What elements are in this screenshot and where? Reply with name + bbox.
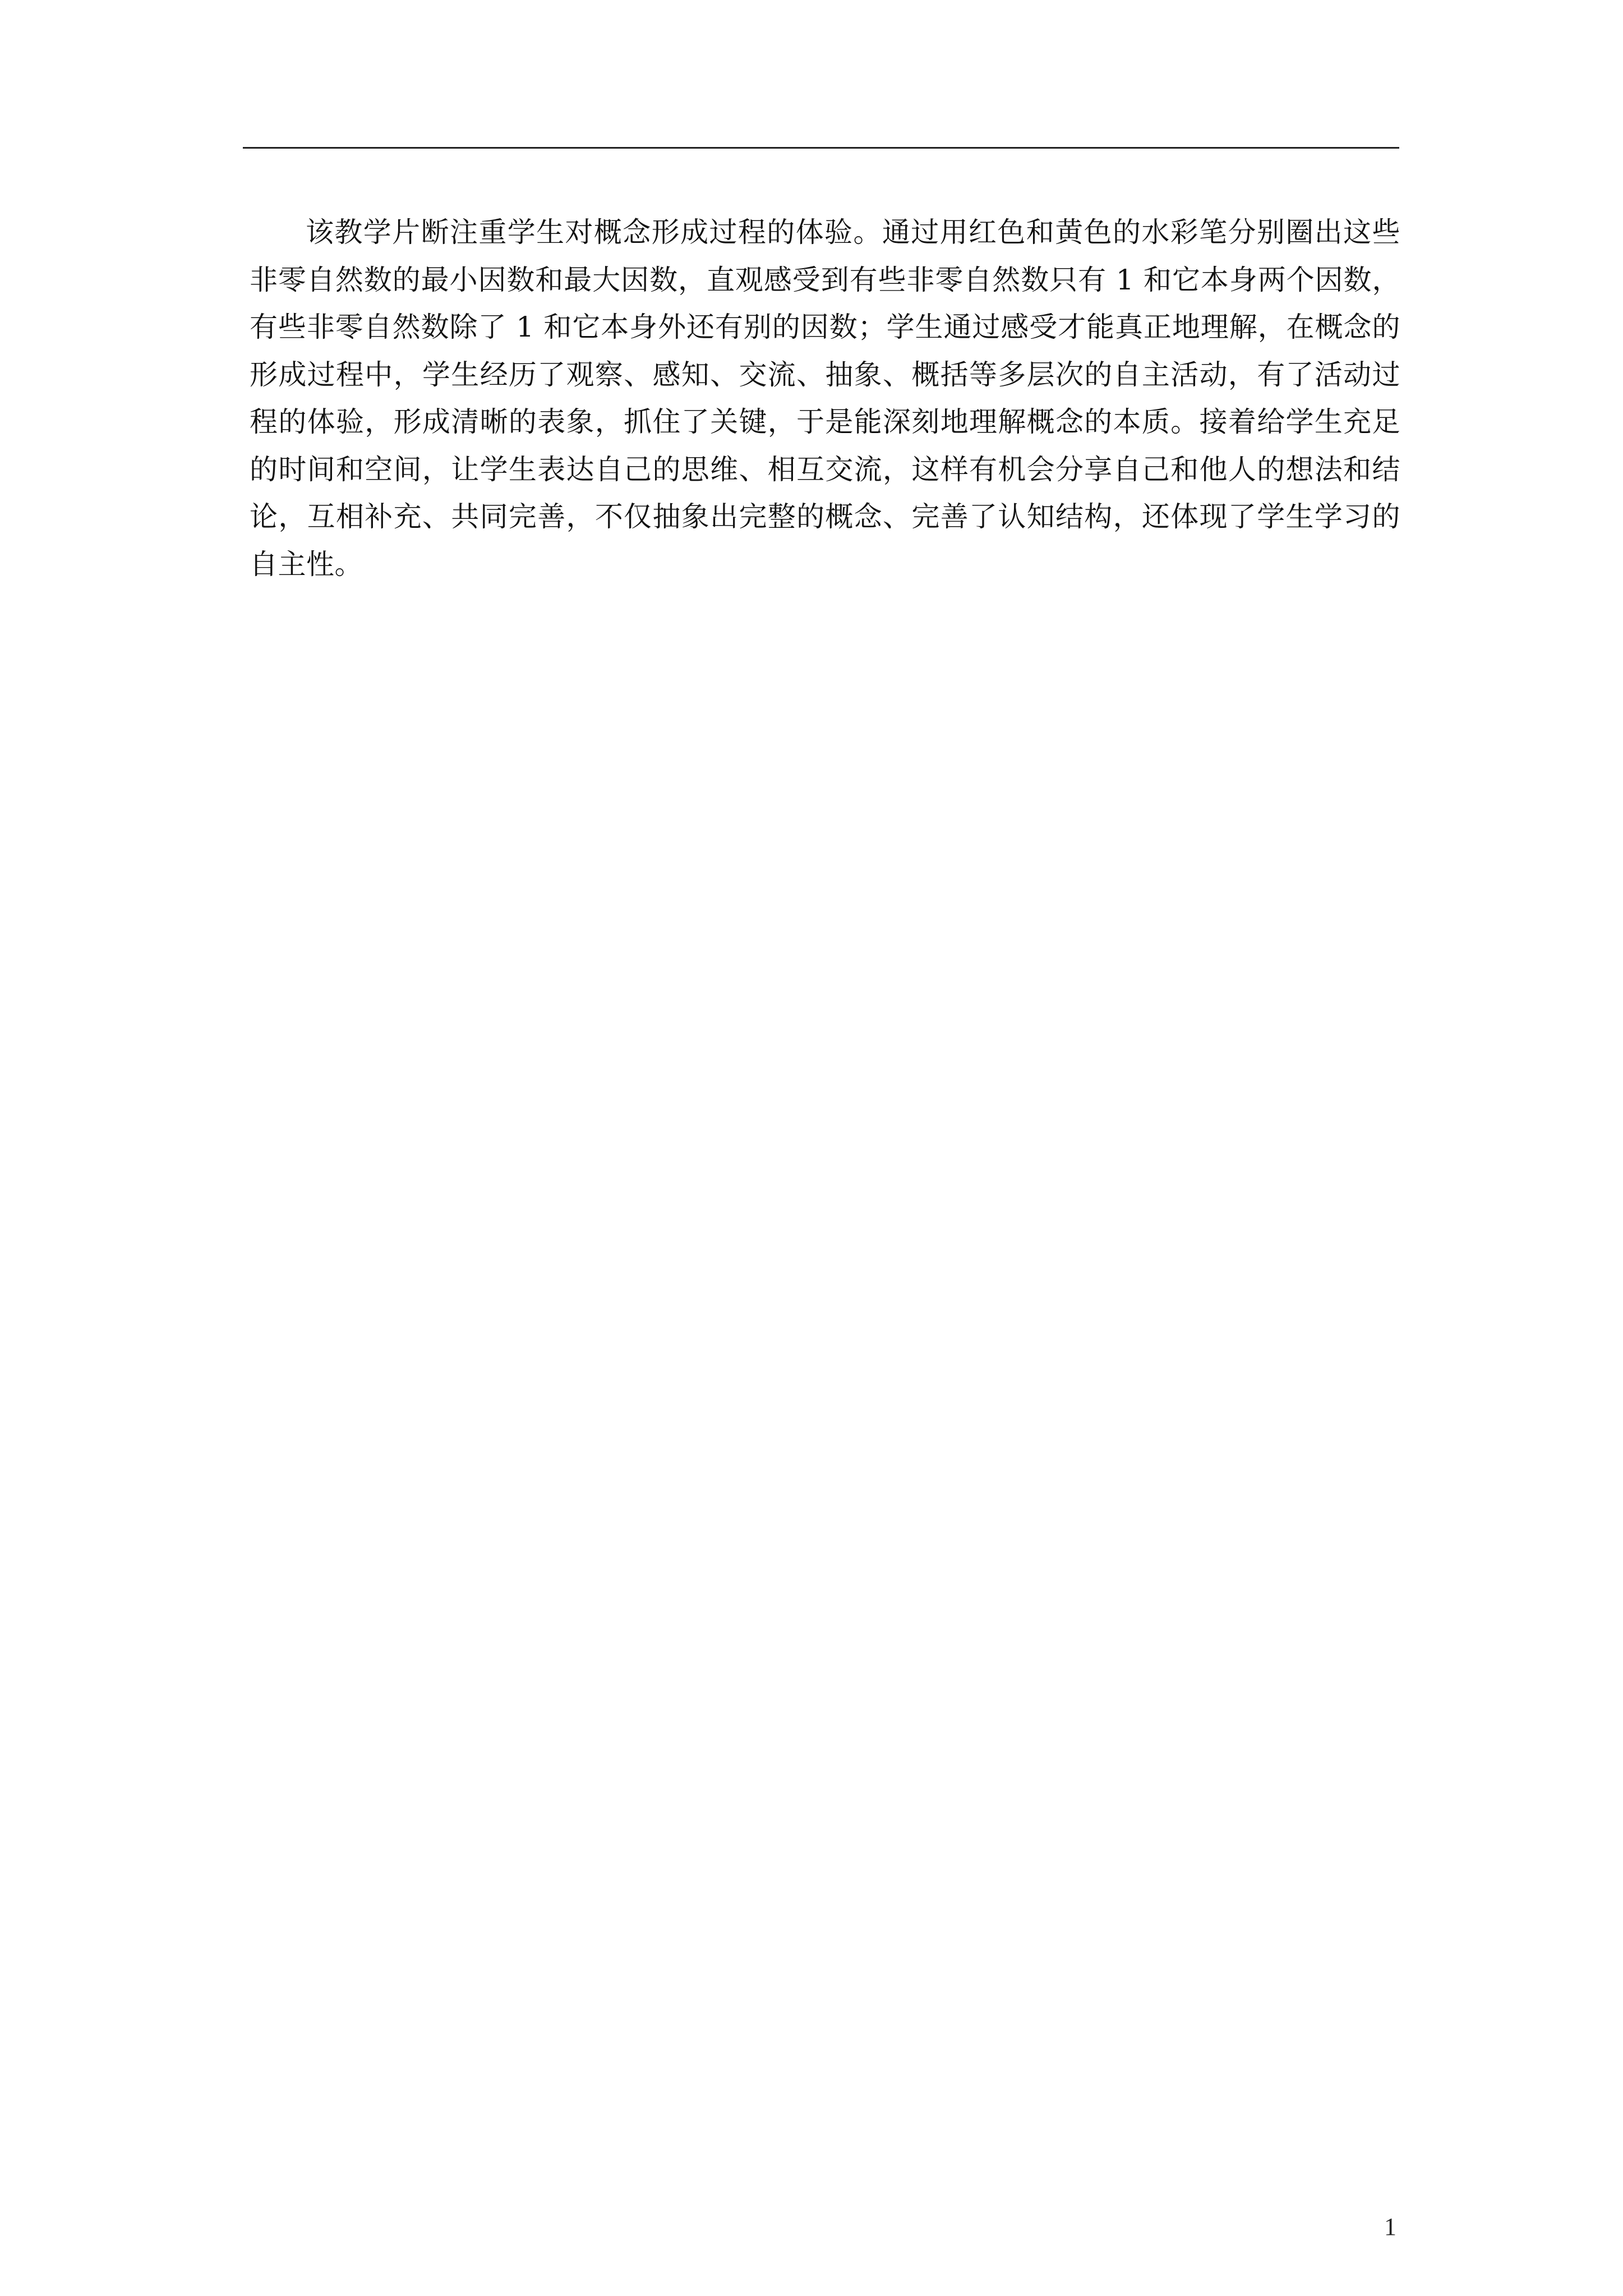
page-number: 1 bbox=[1384, 2213, 1396, 2240]
body-paragraph: 该教学片断注重学生对概念形成过程的体验。通过用红色和黄色的水彩笔分别圈出这些非零自然数的最小因数和最大因数，直观感受到有些非零自然数只有 1 和它本身两个因数，有些非零自然数除了 1 和它本身外还有别的因数；学生通过感受才能真正地理解，在概念的形成过程中，学生经历了观察、感知、交流、抽象、概括等多层次的自主活动，有了活动过程的体验，形成清晰的表象，抓住了关键，于是能深刻地理解概念的本质。接着给学生充足的时间和空间，让学生表达自己的思维、相互交流，这样有机会分享自己和他人的想法和结论，互相补充、共同完善，不仅抽象出完整的概念、完善了认知结构，还体现了学生学习的自主性。 bbox=[250, 216, 1400, 581]
header-rule bbox=[243, 147, 1399, 149]
